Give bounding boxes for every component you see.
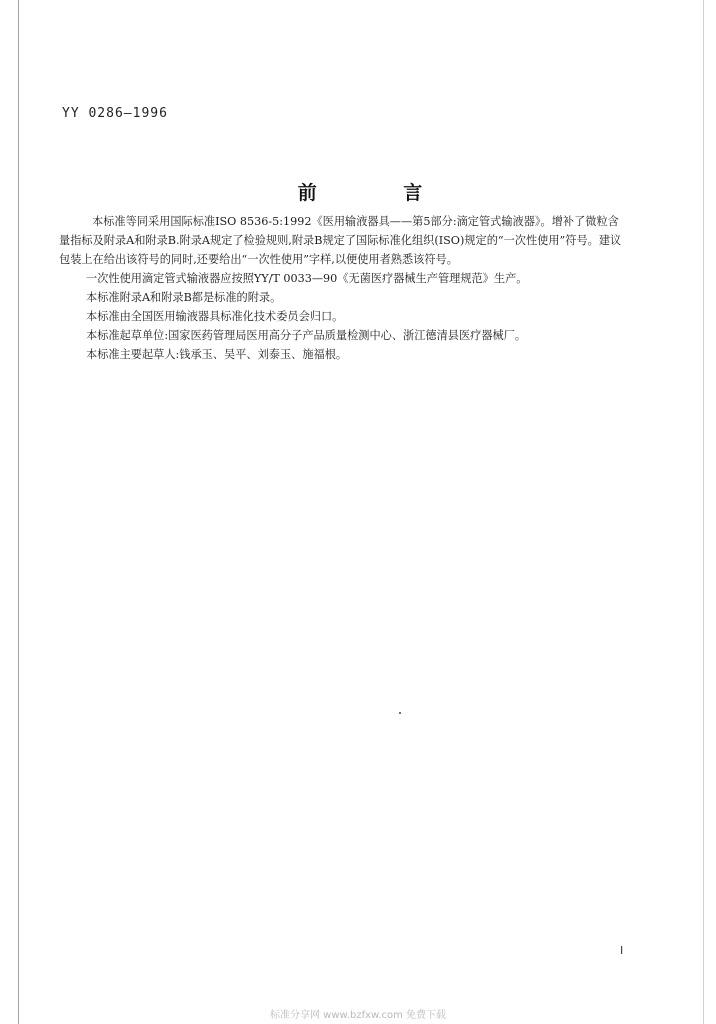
paragraph-adoption: 本标准等同采用国际标准ISO 8536-5:1992《医用输液器具——第5部分:滴定管式输液器》。增补了微粒含量指标及附录A和附录B.附录A规定了检验规则,附录B规定了国际标准化组织(ISO)规定的“一次性使用”符号。建议包装上在给出该符号的同时,还要给出“一次性使用”字样,以便使用者熟悉该符号。 xyxy=(59,215,622,266)
section-heading: 前 言 xyxy=(297,182,463,204)
scan-edge-left xyxy=(18,0,19,1024)
paragraph-committee: 本标准由全国医用输液器具标准化技术委员会归口。 xyxy=(86,310,344,323)
page-number: I xyxy=(620,944,624,957)
paragraph-drafters: 本标准主要起草人:钱承玉、吴平、刘泰玉、施福根。 xyxy=(86,348,348,361)
scan-speck xyxy=(399,712,401,714)
paragraph-appendix: 本标准附录A和附录B都是标准的附录。 xyxy=(86,291,282,304)
foreword-body xyxy=(59,212,626,364)
standard-code: YY 0286—1996 xyxy=(62,106,168,121)
footer-watermark: 标准分享网 www.bzfxw.com 免费下载 xyxy=(270,1010,446,1021)
scan-edge-right xyxy=(703,0,704,1024)
paragraph-production: 一次性使用滴定管式输液器应按照YY/T 0033—90《无菌医疗器械生产管理规范》生产。 xyxy=(86,272,528,285)
paragraph-drafting-unit: 本标准起草单位:国家医药管理局医用高分子产品质量检测中心、浙江德清县医疗器械厂。 xyxy=(86,329,527,342)
